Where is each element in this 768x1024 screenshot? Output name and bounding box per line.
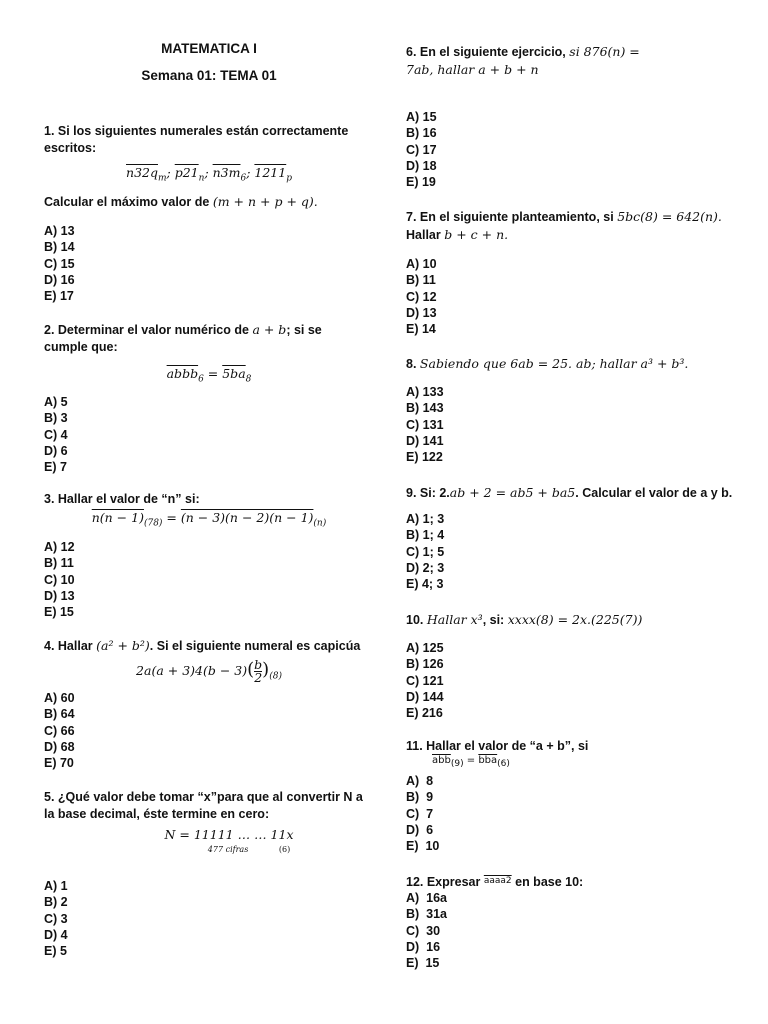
question-3-options [44, 539, 75, 620]
option[interactable]: C) 17 [406, 142, 437, 157]
question-1-stem: 1. Si los siguientes numerales están correctamente escritos: [44, 124, 349, 155]
option[interactable]: A) 133 [406, 385, 444, 399]
question-3 [44, 491, 374, 538]
question-8-stem: 8. Sabiendo que 6ab = 25. ab; hallar a³ + b³. [406, 356, 689, 371]
page-subtitle: Semana 01: TEMA 01 [141, 68, 277, 83]
option[interactable]: A) 13 [44, 224, 75, 238]
option[interactable]: A) 5 [44, 395, 68, 409]
question-10-options [406, 640, 444, 721]
question-12-stem: 12. Expresar $^{aaaa2}$ en base 10: [406, 875, 584, 889]
option[interactable]: C) 7 [406, 806, 434, 821]
option[interactable]: D) 68 [44, 739, 75, 754]
option[interactable]: E) 17 [44, 289, 74, 304]
option[interactable]: D) 6 [406, 822, 434, 837]
option[interactable]: C) 12 [406, 289, 437, 304]
question-11-formula: $\overline{abb}_{(9)} = \overline{bba}_{(6)}$ [432, 755, 510, 769]
question-1 [44, 123, 374, 211]
question-6 [406, 43, 736, 79]
question-4-options [44, 690, 75, 771]
option[interactable]: B) 1; 4 [406, 528, 445, 543]
option[interactable]: C) 15 [44, 256, 75, 271]
question-7-options [406, 256, 437, 337]
question-6-options [406, 109, 437, 190]
option[interactable]: A) 10 [406, 257, 437, 271]
question-4-stem: 4. Hallar (a² + b²). Si el siguiente numeral es capicúa [44, 638, 361, 653]
option[interactable]: D) 141 [406, 433, 444, 448]
question-2-formula: abbb$_6$ = $5ba_8$ [166, 366, 252, 385]
question-4 [44, 637, 374, 691]
option[interactable]: E) 10 [406, 839, 440, 854]
question-5-options [44, 878, 68, 959]
question-6-stem: 6. En el siguiente ejercicio, si 876(n) = 7ab, hallar a + b + n [406, 44, 640, 77]
option[interactable]: D) 13 [44, 588, 75, 603]
option[interactable]: E) 122 [406, 450, 443, 465]
option[interactable]: C) 10 [44, 572, 75, 587]
option[interactable]: B) 14 [44, 240, 75, 255]
question-2 [44, 321, 374, 394]
option[interactable]: D) 16 [406, 939, 441, 954]
option[interactable]: B) 2 [44, 895, 68, 910]
option[interactable]: A) 60 [44, 691, 75, 705]
question-10 [406, 611, 736, 629]
option[interactable]: D) 13 [406, 305, 437, 320]
option[interactable]: C) 30 [406, 923, 441, 938]
option[interactable]: E) 7 [44, 460, 67, 475]
option[interactable]: A) 16a [406, 891, 447, 905]
option[interactable]: B) 64 [44, 707, 75, 722]
option[interactable]: E) 216 [406, 706, 443, 721]
question-5-stem: 5. ¿Qué valor debe tomar “x”para que al convertir N a la base decimal, éste termine en cero: [44, 790, 363, 821]
option[interactable]: E) 19 [406, 175, 436, 190]
question-9 [406, 484, 736, 502]
option[interactable]: B) 143 [406, 401, 444, 416]
option[interactable]: C) 3 [44, 911, 68, 926]
option[interactable]: E) 5 [44, 944, 67, 959]
option[interactable]: A) 12 [44, 540, 75, 554]
option[interactable]: D) 4 [44, 927, 68, 942]
option[interactable]: B) 11 [406, 273, 436, 288]
option[interactable]: A) 8 [406, 774, 434, 788]
option[interactable]: D) 2; 3 [406, 560, 445, 575]
question-5-under-label: 477 cifras [207, 845, 249, 854]
option[interactable]: B) 9 [406, 790, 434, 805]
option[interactable]: E) 15 [44, 605, 74, 620]
option[interactable]: C) 1; 5 [406, 544, 445, 559]
option[interactable]: D) 16 [44, 272, 75, 287]
question-4-formula: 2a(a + 3)4(b − 3)( $\frac{b}{2}$ )$_{(8)}$ [136, 657, 282, 685]
question-1-options [44, 223, 75, 304]
option[interactable]: A) 1; 3 [406, 512, 445, 526]
option[interactable]: B) 11 [44, 556, 74, 571]
option[interactable]: B) 126 [406, 657, 444, 672]
question-9-options [406, 511, 444, 592]
option[interactable]: E) 70 [44, 756, 74, 771]
question-8-options [406, 384, 444, 465]
question-1-instruction: Calcular el máximo valor de (m + n + p + q). [44, 193, 318, 209]
option[interactable]: C) 121 [406, 673, 444, 688]
question-10-stem: 10. Hallar x³, si: xxxx(8) = 2x.(225(7)) [406, 612, 643, 627]
question-11-stem: 11. Hallar el valor de “a + b”, si [406, 739, 589, 753]
page-title: MATEMATICA I [161, 41, 257, 56]
question-11 [406, 738, 736, 770]
option[interactable]: B) 3 [44, 411, 68, 426]
question-12-options [406, 890, 447, 971]
option[interactable]: A) 1 [44, 879, 68, 893]
option[interactable]: E) 15 [406, 956, 440, 971]
question-3-formula: $n(n - 1)_{(78)} = (n - 3)(n - 2)(n - 1)_{(n)}$ [91, 510, 327, 529]
question-5 [44, 789, 374, 858]
question-7-stem: 7. En el siguiente planteamiento, si 5bc(8) = 642(n). Hallar b + c + n. [406, 209, 722, 242]
question-2-stem: 2. Determinar el valor numérico de a + b; si se cumple que: [44, 322, 322, 354]
option[interactable]: B) 16 [406, 126, 437, 141]
option[interactable]: D) 144 [406, 689, 444, 704]
question-5-formula: N = 11111 … … 11x 477 cifras (6) [164, 827, 294, 854]
option[interactable]: D) 18 [406, 158, 437, 173]
option[interactable]: B) 31a [406, 907, 447, 922]
option[interactable]: C) 4 [44, 427, 68, 442]
option[interactable]: A) 125 [406, 641, 444, 655]
option[interactable]: E) 14 [406, 322, 436, 337]
option[interactable]: E) 4; 3 [406, 577, 444, 592]
option[interactable]: A) 15 [406, 110, 437, 124]
question-9-stem: 9. Si: 2.ab + 2 = ab5 + ba5. Calcular el valor de a y b. [406, 485, 733, 500]
question-12 [406, 873, 736, 891]
option[interactable]: C) 66 [44, 723, 75, 738]
option[interactable]: C) 131 [406, 417, 444, 432]
question-7 [406, 208, 736, 244]
question-2-options [44, 394, 68, 475]
question-8 [406, 355, 736, 373]
question-3-stem: 3. Hallar el valor de “n” si: [44, 492, 200, 506]
question-11-options [406, 773, 439, 854]
question-1-formula: $n32q_m$; $p21_n$; $n3m_6$; $1211_p$ [126, 165, 292, 184]
option[interactable]: D) 6 [44, 443, 68, 458]
